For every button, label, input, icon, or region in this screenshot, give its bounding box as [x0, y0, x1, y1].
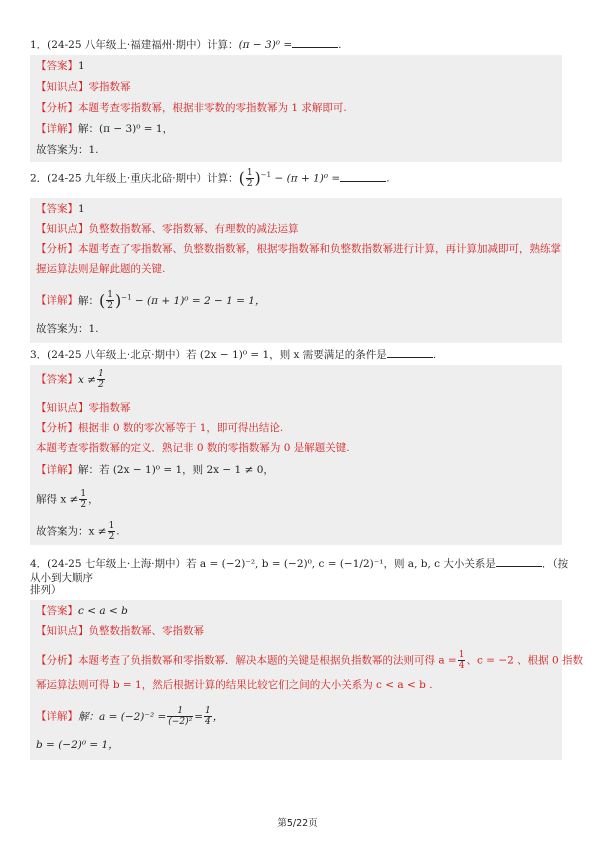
- q4-b-value: b = (−2)⁰ = 1，: [36, 739, 119, 751]
- q4-detail: 【详解】解：a = (−2)⁻² = $\frac{1}{\text{(−2)²}}$ = $\frac{1}{4}$ ，: [36, 706, 224, 727]
- q4-line1: 4．(24-25 七年级上·上海·期中）若 a = (−2)⁻², b = (−2)⁰, c = (−1/2)⁻¹，则 a, b, c 大小关系是: [30, 558, 496, 570]
- q1-analysis: 【分析】本题考查零指数幂，根据非零数的零指数幂为 1 求解即可.: [36, 102, 347, 114]
- q1-solution-box: [30, 55, 562, 162]
- q3-answer-blank: [387, 347, 433, 358]
- q2-solution-box: [30, 198, 562, 343]
- page-number: 第5/22页: [277, 818, 318, 829]
- q3-detail: 【详解】解：若 (2x − 1)⁰ = 1，则 2x − 1 ≠ 0，: [36, 464, 274, 476]
- q3-analysis-cont: 本题考查零指数幂的定义．熟记非 0 数的零指数幂为 0 是解题关键.: [36, 442, 350, 454]
- q1-final: 故答案为：1.: [36, 144, 99, 156]
- q3-solution-box: [30, 365, 562, 545]
- q4-analysis: 【分析】本题考查了负指数幂和零指数幂．解决本题的关键是根据负指数幂的法则可得 a = $\frac{1}{4}$ 、c = −2 、根据 0 指数: [36, 650, 583, 671]
- question-3: 3．(24-25 八年级上·北京·期中）若 (2x − 1)⁰ = 1，则 x 需要满足的条件是 .: [30, 349, 437, 361]
- question-2: 2．(24-25 九年级上·重庆北碚·期中）计算：( $\frac{1}{2}$ )$^{-1}$ − (π + 1)⁰ = .: [30, 168, 390, 189]
- question-4: 4．(24-25 七年级上·上海·期中）若 a = (−2)⁻², b = (−2)⁰, c = (−1/2)⁻¹，则 a, b, c 大小关系是 ．（按从小到大顺序: [30, 558, 569, 584]
- q2-prefix: 2．(24-25 九年级上·重庆北碚·期中）计算：: [30, 172, 239, 185]
- q1-detail: 【详解】解：(π − 3)⁰ = 1，: [36, 123, 174, 135]
- q4-knowledge: 【知识点】负整数指数幂、零指数幂: [36, 625, 204, 637]
- q1-answer-blank: [292, 37, 338, 48]
- q2-answer: 【答案】1: [36, 203, 85, 215]
- q1-answer: 【答案】1: [36, 60, 85, 72]
- q3-final: 故答案为：x ≠ $\frac{1}{2}$ .: [36, 521, 120, 542]
- q3-answer: 【答案】x ≠ $\frac{1}{2}$: [36, 369, 104, 390]
- q2-fraction: $\frac{1}{2}$: [246, 168, 253, 189]
- q2-final: 故答案为：1.: [36, 323, 99, 335]
- question-4-cont: 排列）: [30, 584, 62, 596]
- q1-knowledge: 【知识点】零指数幂: [36, 81, 131, 93]
- q2-knowledge: 【知识点】负整数指数幂、零指数幂、有理数的减法运算: [36, 223, 299, 235]
- q4-solution-box: [30, 600, 583, 760]
- q3-knowledge: 【知识点】零指数幂: [36, 402, 131, 414]
- q3-prefix: 3．(24-25 八年级上·北京·期中）若 (2x − 1)⁰ = 1，则 x 需要满足的条件是: [30, 349, 387, 361]
- q3-solve: 解得 x ≠ $\frac{1}{2}$ ，: [36, 489, 99, 510]
- q4-answer-blank: [496, 556, 542, 567]
- q2-analysis: 【分析】本题考查了零指数幂、负整数指数幂，根据零指数幂和负整数指数幂进行计算，再计算加减即可，熟练掌: [36, 243, 561, 255]
- q2-detail: 【详解】解：( $\frac{1}{2}$ )$^{-1}$ − (π + 1)⁰ = 2 − 1 = 1，: [36, 290, 266, 311]
- q2-answer-blank: [340, 171, 386, 182]
- q3-analysis: 【分析】根据非 0 数的零次幂等于 1，即可得出结论.: [36, 422, 284, 434]
- question-1: 1．(24-25 八年级上·福建福州·期中）计算：(π − 3)⁰ = .: [30, 39, 342, 51]
- q2-analysis-cont: 握运算法则是解此题的关键.: [36, 263, 166, 275]
- q4-answer: 【答案】c < a < b: [36, 605, 128, 617]
- q1-expression: (π − 3)⁰ =: [238, 39, 293, 51]
- q4-analysis-cont: 幂运算法则可得 b = 1，然后根据计算的结果比较它们之间的大小关系为 c < a < b .: [36, 679, 433, 691]
- q1-prefix: 1．(24-25 八年级上·福建福州·期中）计算：: [30, 39, 239, 51]
